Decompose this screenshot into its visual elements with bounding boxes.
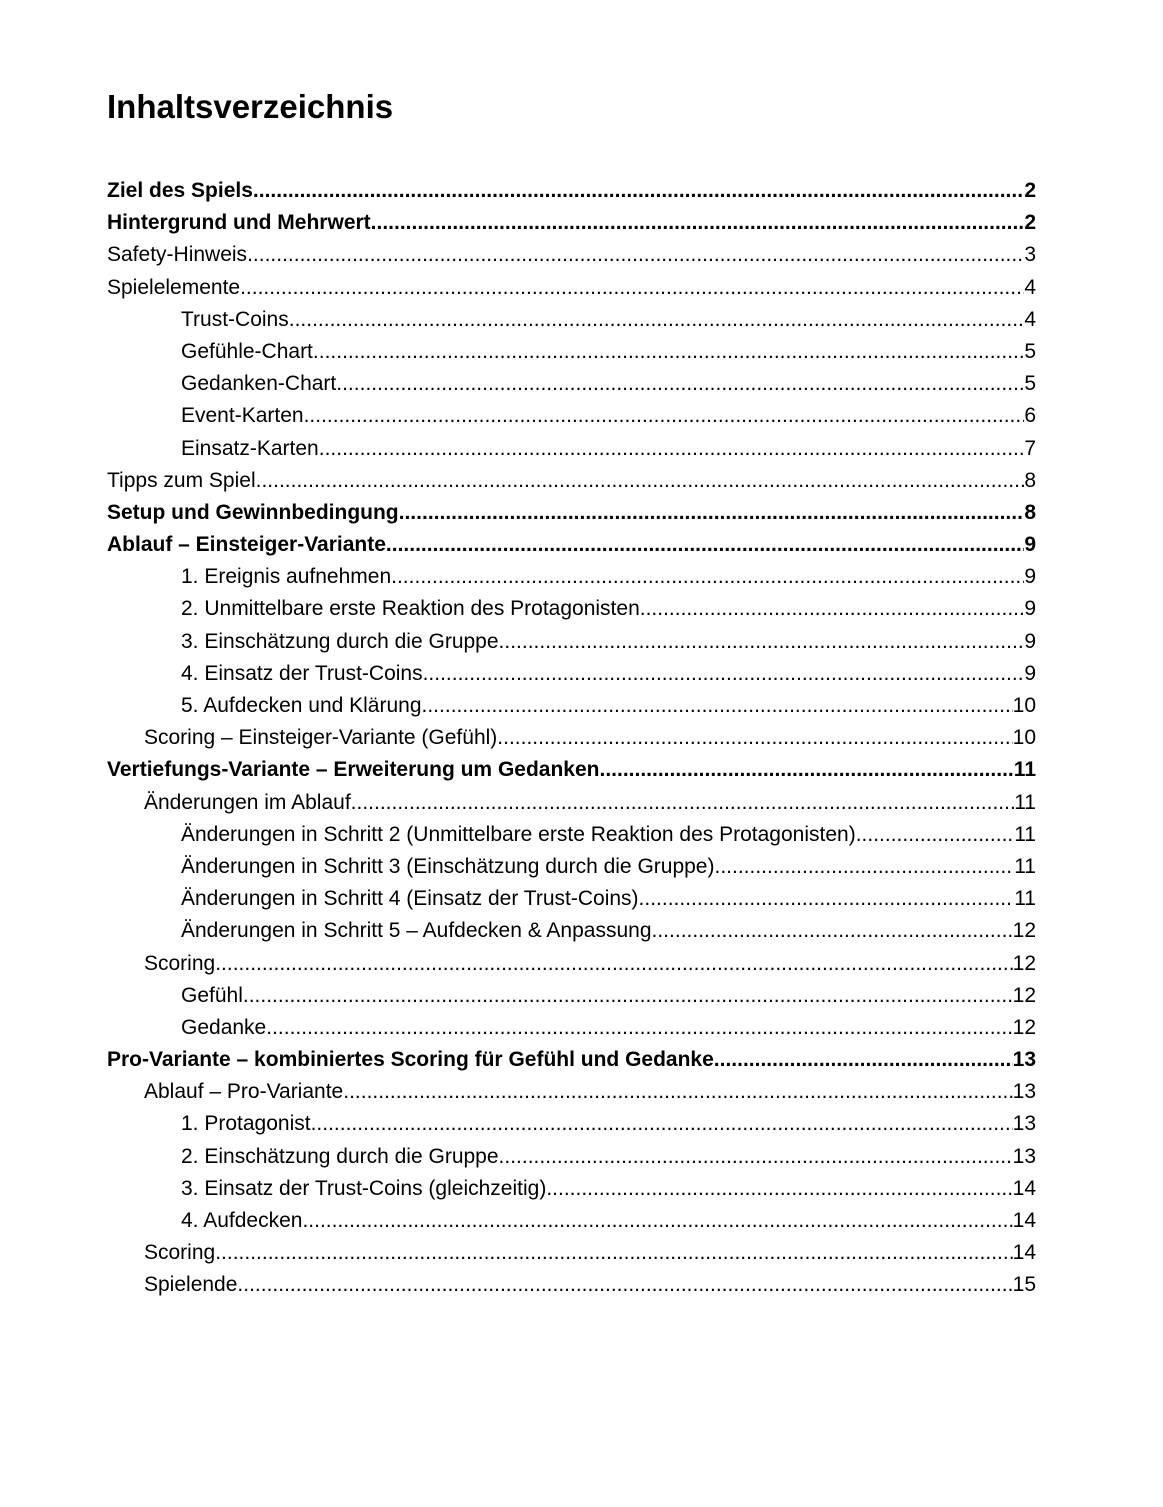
toc-dot-leader <box>343 1076 1012 1108</box>
toc-entry-label: Änderungen im Ablauf <box>144 790 351 814</box>
toc-entry-label: Spielelemente <box>107 275 241 299</box>
toc-dot-leader <box>243 980 1013 1012</box>
toc-entry[interactable] <box>107 304 1036 336</box>
toc-entry-page-number: 12 <box>1012 919 1036 943</box>
toc-entry-page-number: 2 <box>1024 179 1036 202</box>
toc-dot-leader <box>237 1269 1012 1301</box>
toc-dot-leader <box>391 561 1024 593</box>
toc-entry-page-number: 5 <box>1024 372 1036 396</box>
toc-entry[interactable] <box>107 1173 1036 1205</box>
toc-dot-leader <box>304 400 1025 432</box>
toc-entry-page-number: 11 <box>1014 887 1036 911</box>
toc-entry[interactable] <box>107 626 1036 658</box>
toc-entry[interactable] <box>107 1237 1036 1269</box>
toc-entry-page-number: 11 <box>1014 822 1036 846</box>
toc-entry-page-number: 15 <box>1012 1273 1036 1297</box>
toc-entry-label: 5. Aufdecken und Klärung <box>181 694 422 717</box>
toc-entry-label: Änderungen in Schritt 3 (Einschätzung durch die Gruppe) <box>181 854 715 878</box>
toc-entry-label: Gefühl <box>181 983 243 1007</box>
toc-entry[interactable] <box>107 1205 1036 1237</box>
toc-dot-leader <box>714 1044 1013 1076</box>
toc-entry-page-number: 3 <box>1024 243 1036 267</box>
toc-entry-page-number: 12 <box>1012 1015 1036 1039</box>
toc-entry-label: Scoring <box>144 1241 216 1265</box>
toc-entry[interactable] <box>107 883 1036 915</box>
toc-dot-leader <box>386 529 1024 561</box>
toc-entry[interactable] <box>107 561 1036 593</box>
toc-entry[interactable] <box>107 787 1036 819</box>
toc-entry-page-number: 9 <box>1024 597 1036 621</box>
toc-entry-label: Gedanke <box>181 1015 267 1039</box>
toc-entry[interactable] <box>107 368 1036 400</box>
toc-dot-leader <box>399 497 1025 529</box>
toc-dot-leader <box>311 1108 1013 1140</box>
toc-dot-leader <box>215 948 1012 980</box>
toc-entry-page-number: 14 <box>1012 1176 1036 1200</box>
toc-entry-page-number: 5 <box>1024 339 1036 363</box>
toc-entry-page-number: 12 <box>1012 983 1036 1007</box>
toc-entry-label: 3. Einschätzung durch die Gruppe <box>181 629 499 653</box>
toc-entry-page-number: 11 <box>1014 790 1036 814</box>
toc-dot-leader <box>639 883 1015 915</box>
toc-entry[interactable] <box>107 593 1036 625</box>
toc-entry[interactable] <box>107 948 1036 980</box>
toc-entry-label: Pro-Variante – kombiniertes Scoring für Gefühl und Gedanke <box>107 1048 714 1072</box>
toc-entry-page-number: 13 <box>1012 1112 1036 1136</box>
toc-entry-page-number: 7 <box>1024 436 1036 460</box>
toc-entry-label: Safety-Hinweis <box>107 243 248 267</box>
toc-dot-leader <box>714 851 1014 883</box>
toc-entry[interactable] <box>107 465 1036 497</box>
toc-dot-leader <box>856 819 1014 851</box>
toc-dot-leader <box>422 690 1013 722</box>
toc-entry-page-number: 2 <box>1024 211 1036 235</box>
toc-entry-page-number: 4 <box>1024 307 1036 331</box>
toc-entry-label: 3. Einsatz der Trust-Coins (gleichzeitig) <box>181 1176 547 1200</box>
toc-entry[interactable] <box>107 336 1036 368</box>
toc-entry[interactable] <box>107 658 1036 690</box>
toc-entry-page-number: 14 <box>1012 1209 1036 1232</box>
toc-entry-label: Änderungen in Schritt 2 (Unmittelbare erste Reaktion des Protagonisten) <box>181 822 856 846</box>
toc-dot-leader <box>302 1205 1012 1237</box>
toc-entry-label: Gedanken-Chart <box>181 372 337 396</box>
toc-entry[interactable] <box>107 497 1036 529</box>
toc-entry-label: 1. Ereignis aufnehmen <box>181 565 392 589</box>
toc-entry[interactable] <box>107 690 1036 722</box>
toc-entry-label: Spielende <box>144 1273 238 1297</box>
toc-dot-leader <box>652 915 1013 947</box>
toc-entry-label: Gefühle-Chart <box>181 339 313 363</box>
toc-entry[interactable] <box>107 915 1036 947</box>
toc-dot-leader <box>423 658 1025 690</box>
toc-entry-page-number: 12 <box>1012 951 1036 975</box>
toc-entry[interactable] <box>107 1108 1036 1140</box>
toc-dot-leader <box>266 1012 1012 1044</box>
toc-dot-leader <box>599 754 1013 786</box>
toc-dot-leader <box>499 626 1025 658</box>
toc-entry-label: Einsatz-Karten <box>181 436 319 460</box>
toc-dot-leader <box>240 272 1024 304</box>
toc-entry[interactable] <box>107 980 1036 1012</box>
toc-dot-leader <box>215 1237 1012 1269</box>
toc-entry-page-number: 10 <box>1012 694 1036 717</box>
toc-entry[interactable] <box>107 1141 1036 1173</box>
toc-entry-label: Änderungen in Schritt 4 (Einsatz der Trust-Coins) <box>181 887 639 911</box>
toc-entry[interactable] <box>107 851 1036 883</box>
toc-entry-page-number: 13 <box>1012 1144 1036 1168</box>
toc-entry-page-number: 9 <box>1024 629 1036 653</box>
toc-entry[interactable] <box>107 722 1036 754</box>
toc-dot-leader <box>313 336 1024 368</box>
toc-dot-leader <box>319 433 1025 465</box>
toc-entry-label: 2. Einschätzung durch die Gruppe <box>181 1144 499 1168</box>
toc-dot-leader <box>351 787 1015 819</box>
toc-entry-page-number: 8 <box>1024 500 1036 524</box>
toc-entry-label: Hintergrund und Mehrwert <box>107 211 371 235</box>
toc-entry-page-number: 10 <box>1012 726 1036 750</box>
toc-entry[interactable] <box>107 819 1036 851</box>
toc-entry-page-number: 14 <box>1012 1241 1036 1265</box>
toc-entry-label: Ziel des Spiels <box>107 179 253 202</box>
toc-entry-page-number: 9 <box>1024 661 1036 685</box>
toc-entry-label: Trust-Coins <box>181 307 289 331</box>
toc-entry[interactable] <box>107 1076 1036 1108</box>
toc-entry-label: 2. Unmittelbare erste Reaktion des Protagonisten <box>181 597 640 621</box>
toc-entry-label: Ablauf – Pro-Variante <box>144 1080 344 1104</box>
toc-dot-leader <box>371 207 1025 239</box>
toc-dot-leader <box>336 368 1024 400</box>
toc-entry-label: Tipps zum Spiel <box>107 468 256 492</box>
table-of-contents <box>107 175 1036 1302</box>
toc-entry-label: 4. Einsatz der Trust-Coins <box>181 661 423 685</box>
toc-entry-label: Scoring <box>144 951 216 975</box>
toc-entry-page-number: 13 <box>1012 1080 1036 1104</box>
toc-entry-page-number: 11 <box>1013 758 1036 782</box>
toc-dot-leader <box>640 593 1025 625</box>
toc-entry-page-number: 9 <box>1024 565 1036 589</box>
toc-dot-leader <box>256 465 1025 497</box>
toc-entry-label: Setup und Gewinnbedingung <box>107 500 399 524</box>
toc-entry-label: Scoring – Einsteiger-Variante (Gefühl) <box>144 726 498 750</box>
toc-dot-leader <box>497 722 1012 754</box>
toc-entry-page-number: 4 <box>1024 275 1036 299</box>
toc-heading: Inhaltsverzeichnis <box>107 88 394 125</box>
toc-entry-page-number: 11 <box>1014 854 1036 878</box>
toc-entry[interactable] <box>107 754 1036 786</box>
toc-entry-page-number: 8 <box>1024 468 1036 492</box>
toc-entry[interactable] <box>107 239 1036 271</box>
toc-dot-leader <box>546 1173 1012 1205</box>
toc-dot-leader <box>247 239 1024 271</box>
toc-entry[interactable] <box>107 175 1036 207</box>
toc-entry-page-number: 9 <box>1024 533 1036 557</box>
toc-entry-label: Event-Karten <box>181 404 304 428</box>
toc-entry[interactable] <box>107 272 1036 304</box>
toc-dot-leader <box>253 175 1024 207</box>
toc-entry-label: Ablauf – Einsteiger-Variante <box>107 533 386 557</box>
toc-dot-leader <box>289 304 1025 336</box>
toc-entry[interactable] <box>107 400 1036 432</box>
toc-entry[interactable] <box>107 207 1036 239</box>
toc-entry-label: 1. Protagonist <box>181 1112 311 1136</box>
toc-entry-label: Vertiefungs-Variante – Erweiterung um Gedanken <box>107 758 600 782</box>
toc-entry[interactable] <box>107 529 1036 561</box>
toc-entry-page-number: 6 <box>1024 404 1036 428</box>
toc-entry-label: 4. Aufdecken <box>181 1209 303 1232</box>
toc-dot-leader <box>499 1141 1013 1173</box>
toc-entry[interactable] <box>107 1269 1036 1301</box>
toc-entry-page-number: 13 <box>1012 1048 1036 1072</box>
toc-entry[interactable] <box>107 433 1036 465</box>
toc-entry-label: Änderungen in Schritt 5 – Aufdecken & Anpassung <box>181 919 652 943</box>
toc-entry[interactable] <box>107 1044 1036 1076</box>
toc-entry[interactable] <box>107 1012 1036 1044</box>
